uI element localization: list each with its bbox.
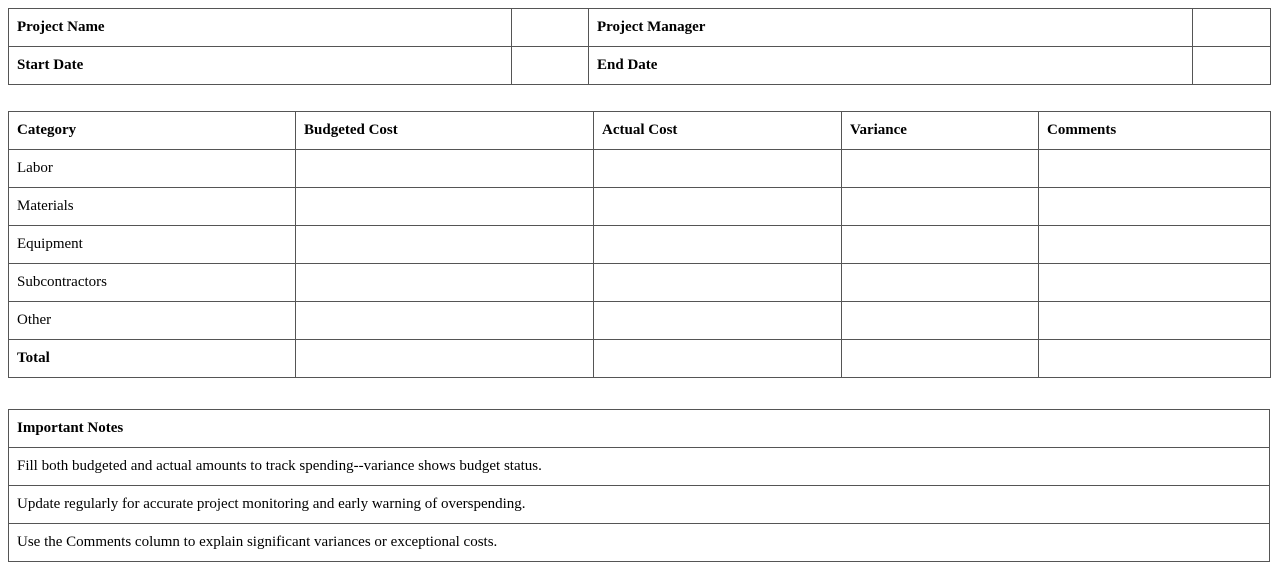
note-item: Use the Comments column to explain significant variances or exceptional costs. bbox=[9, 524, 1270, 562]
actual-cost-cell[interactable] bbox=[594, 188, 842, 226]
table-row bbox=[9, 264, 1271, 302]
budgeted-cost-cell[interactable] bbox=[296, 302, 594, 340]
category-cell: Total bbox=[9, 340, 296, 378]
start-date-field[interactable] bbox=[512, 47, 589, 85]
table-row bbox=[9, 302, 1271, 340]
variance-cell[interactable] bbox=[842, 188, 1039, 226]
variance-cell[interactable] bbox=[842, 302, 1039, 340]
category-cell: Subcontractors bbox=[9, 264, 296, 302]
actual-cost-cell[interactable] bbox=[594, 226, 842, 264]
variance-cell[interactable] bbox=[842, 340, 1039, 378]
notes-table bbox=[8, 409, 1270, 562]
category-cell: Other bbox=[9, 302, 296, 340]
comments-cell[interactable] bbox=[1039, 226, 1271, 264]
category-cell: Equipment bbox=[9, 226, 296, 264]
comments-cell[interactable] bbox=[1039, 150, 1271, 188]
table-row bbox=[9, 188, 1271, 226]
header-comments: Comments bbox=[1039, 112, 1271, 150]
category-cell: Labor bbox=[9, 150, 296, 188]
variance-cell[interactable] bbox=[842, 264, 1039, 302]
header-actual-cost: Actual Cost bbox=[594, 112, 842, 150]
project-name-label: Project Name bbox=[9, 9, 512, 47]
budget-header-row bbox=[9, 112, 1271, 150]
header-category: Category bbox=[9, 112, 296, 150]
note-item: Fill both budgeted and actual amounts to track spending--variance shows budget status. bbox=[9, 448, 1270, 486]
header-variance: Variance bbox=[842, 112, 1039, 150]
budgeted-cost-cell[interactable] bbox=[296, 264, 594, 302]
end-date-label: End Date bbox=[589, 47, 1193, 85]
project-manager-field[interactable] bbox=[1193, 9, 1271, 47]
comments-cell[interactable] bbox=[1039, 264, 1271, 302]
table-row bbox=[9, 340, 1271, 378]
actual-cost-cell[interactable] bbox=[594, 340, 842, 378]
budgeted-cost-cell[interactable] bbox=[296, 226, 594, 264]
budgeted-cost-cell[interactable] bbox=[296, 150, 594, 188]
category-cell: Materials bbox=[9, 188, 296, 226]
actual-cost-cell[interactable] bbox=[594, 264, 842, 302]
table-row bbox=[9, 226, 1271, 264]
table-row bbox=[9, 150, 1271, 188]
start-date-label: Start Date bbox=[9, 47, 512, 85]
comments-cell[interactable] bbox=[1039, 188, 1271, 226]
actual-cost-cell[interactable] bbox=[594, 302, 842, 340]
budget-table bbox=[8, 111, 1271, 378]
comments-cell[interactable] bbox=[1039, 302, 1271, 340]
end-date-field[interactable] bbox=[1193, 47, 1271, 85]
project-info-table bbox=[8, 8, 1271, 85]
actual-cost-cell[interactable] bbox=[594, 150, 842, 188]
comments-cell[interactable] bbox=[1039, 340, 1271, 378]
header-budgeted-cost: Budgeted Cost bbox=[296, 112, 594, 150]
notes-title: Important Notes bbox=[9, 410, 1270, 448]
budgeted-cost-cell[interactable] bbox=[296, 188, 594, 226]
project-name-field[interactable] bbox=[512, 9, 589, 47]
variance-cell[interactable] bbox=[842, 150, 1039, 188]
note-item: Update regularly for accurate project monitoring and early warning of overspending. bbox=[9, 486, 1270, 524]
variance-cell[interactable] bbox=[842, 226, 1039, 264]
project-manager-label: Project Manager bbox=[589, 9, 1193, 47]
budgeted-cost-cell[interactable] bbox=[296, 340, 594, 378]
